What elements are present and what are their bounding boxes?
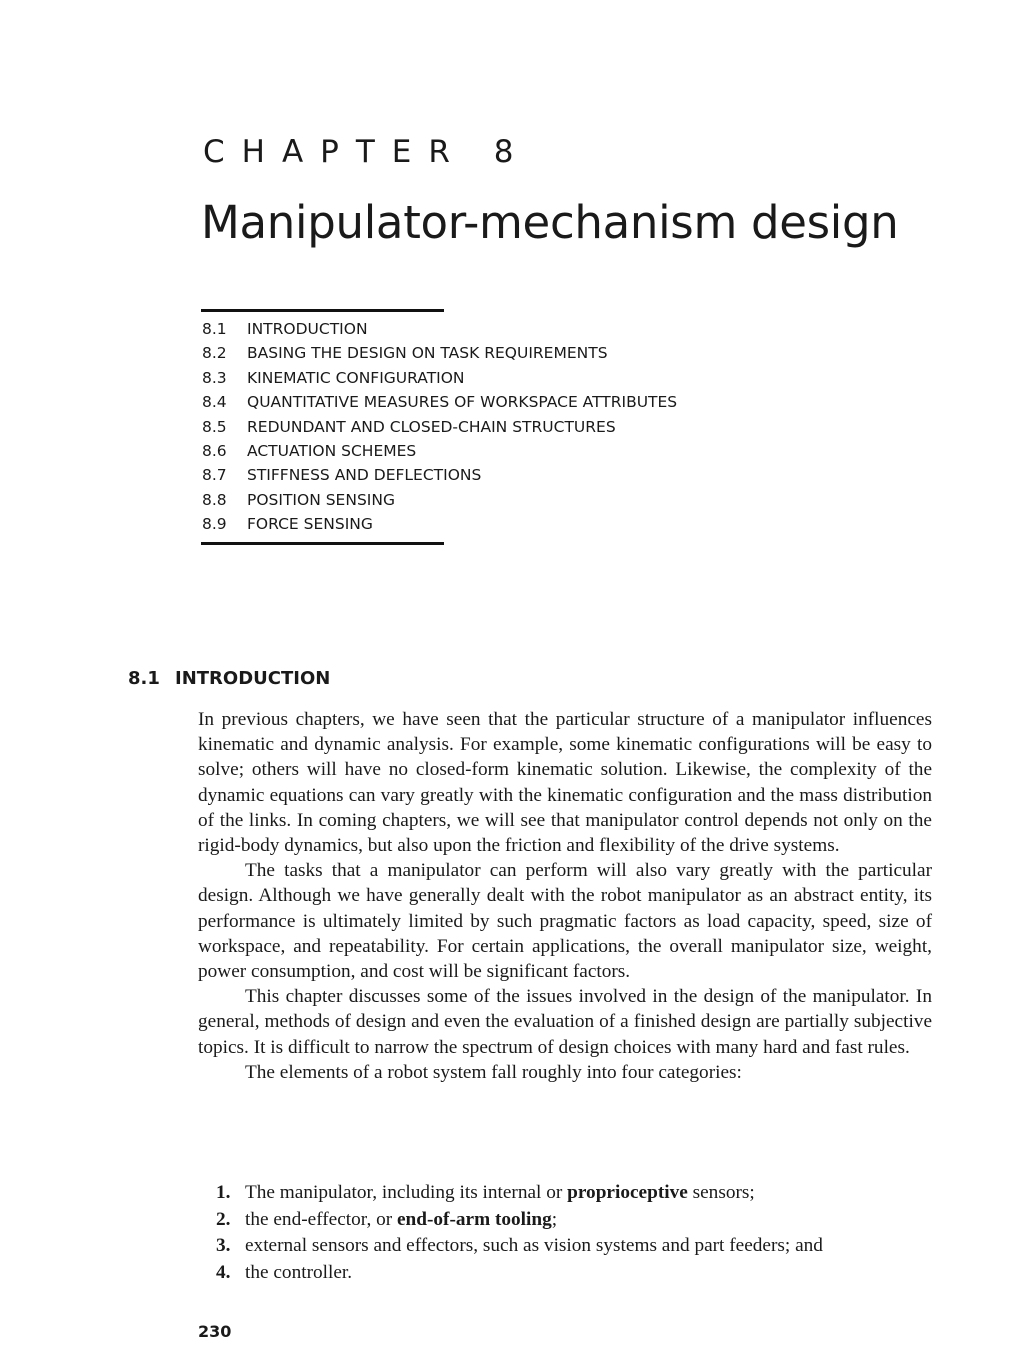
list-item-number: 1. <box>216 1182 231 1203</box>
toc-item <box>202 488 677 512</box>
toc-item-title: POSITION SENSING <box>247 490 395 509</box>
section-title: INTRODUCTION <box>175 668 331 689</box>
toc-item-number: 8.2 <box>202 344 227 363</box>
numbered-list <box>216 1180 823 1286</box>
toc-item <box>202 317 677 341</box>
toc-item-number: 8.1 <box>202 320 227 338</box>
chapter-contents <box>202 317 677 537</box>
toc-item <box>202 341 677 365</box>
paragraph: In previous chapters, we have seen that the particular structure of a manipulator influences kinematic and dynamic analysis. For example, some kinematic configurations will be easy to solve; others will have no closed-form kinematic solution. Likewise, the complexity of the dynamic equations can vary greatly with the kinematic configuration and the mass distribution of the links. In coming chapters, we will see that manipulator control depends not only on the rigid-body dynamics, but also upon the friction and flexibility of the drive systems. <box>198 709 932 857</box>
toc-item-number: 8.5 <box>202 417 227 436</box>
toc-item-number: 8.9 <box>202 515 227 534</box>
toc-item-title: ACTUATION SCHEMES <box>247 441 417 460</box>
list-item-text: the controller. <box>245 1261 353 1283</box>
toc-item-title: INTRODUCTION <box>247 320 368 338</box>
toc-item <box>202 512 677 536</box>
list-item <box>216 1180 823 1207</box>
section-heading <box>128 668 330 689</box>
toc-item-number: 8.4 <box>202 393 227 412</box>
toc-item-title: STIFFNESS AND DEFLECTIONS <box>247 466 482 485</box>
section-number: 8.1 <box>128 668 160 689</box>
toc-item-number: 8.8 <box>202 490 227 509</box>
body-text <box>198 707 932 1085</box>
chapter-label: CHAPTER 8 <box>203 134 531 170</box>
list-item-text-end: ; <box>551 1208 558 1230</box>
toc-item-title: FORCE SENSING <box>247 515 373 534</box>
toc-item <box>202 463 677 487</box>
toc-item-number: 8.3 <box>202 368 227 387</box>
list-item <box>216 1260 823 1287</box>
list-item-term: proprioceptive <box>567 1182 688 1203</box>
list-item-number: 3. <box>216 1235 231 1257</box>
list-item-text-end: sensors; <box>687 1182 755 1203</box>
toc-item <box>202 439 677 463</box>
list-item-text: The manipulator, including its internal or <box>245 1182 568 1203</box>
list-item-number: 4. <box>216 1261 231 1283</box>
paragraph: This chapter discusses some of the issues involved in the design of the manipulator. In general, methods of design and even the evaluation of a finished design are partially subjective topics. It is difficult to narrow the spectrum of design choices with many hard and fast rules. <box>198 986 932 1058</box>
toc-top-rule <box>201 309 444 312</box>
toc-item-title: KINEMATIC CONFIGURATION <box>247 368 465 387</box>
toc-bottom-rule <box>201 542 444 545</box>
list-item-term: end-of-arm tooling <box>396 1208 552 1230</box>
toc-item <box>202 390 677 414</box>
toc-item-title: BASING THE DESIGN ON TASK REQUIREMENTS <box>247 344 608 363</box>
toc-item <box>202 415 677 439</box>
list-item-text: the end-effector, or <box>245 1208 397 1230</box>
toc-item <box>202 366 677 390</box>
toc-item-title: REDUNDANT AND CLOSED-CHAIN STRUCTURES <box>247 417 616 436</box>
toc-item-number: 8.7 <box>202 466 227 485</box>
paragraph: The tasks that a manipulator can perform will also vary greatly with the particular design. Although we have generally dealt with the robot manipulator as an abstract entity, its performance is ultimately limited by such pragmatic factors as load capacity, speed, size of workspace, and repeatability. For certain applications, the overall manipulator size, weight, power consumption, and cost will be significant factors. <box>198 860 932 983</box>
chapter-title: Manipulator-mechanism design <box>201 196 899 249</box>
paragraph: The elements of a robot system fall roughly into four categories: <box>245 1061 742 1083</box>
list-item-text: external sensors and effectors, such as vision systems and part feeders; and <box>245 1235 823 1257</box>
list-item-number: 2. <box>216 1208 231 1230</box>
list-item <box>216 1207 823 1234</box>
page-number: 230 <box>198 1322 232 1341</box>
toc-item-title: QUANTITATIVE MEASURES OF WORKSPACE ATTRIBUTES <box>247 393 678 412</box>
list-item <box>216 1233 823 1260</box>
toc-item-number: 8.6 <box>202 441 227 460</box>
